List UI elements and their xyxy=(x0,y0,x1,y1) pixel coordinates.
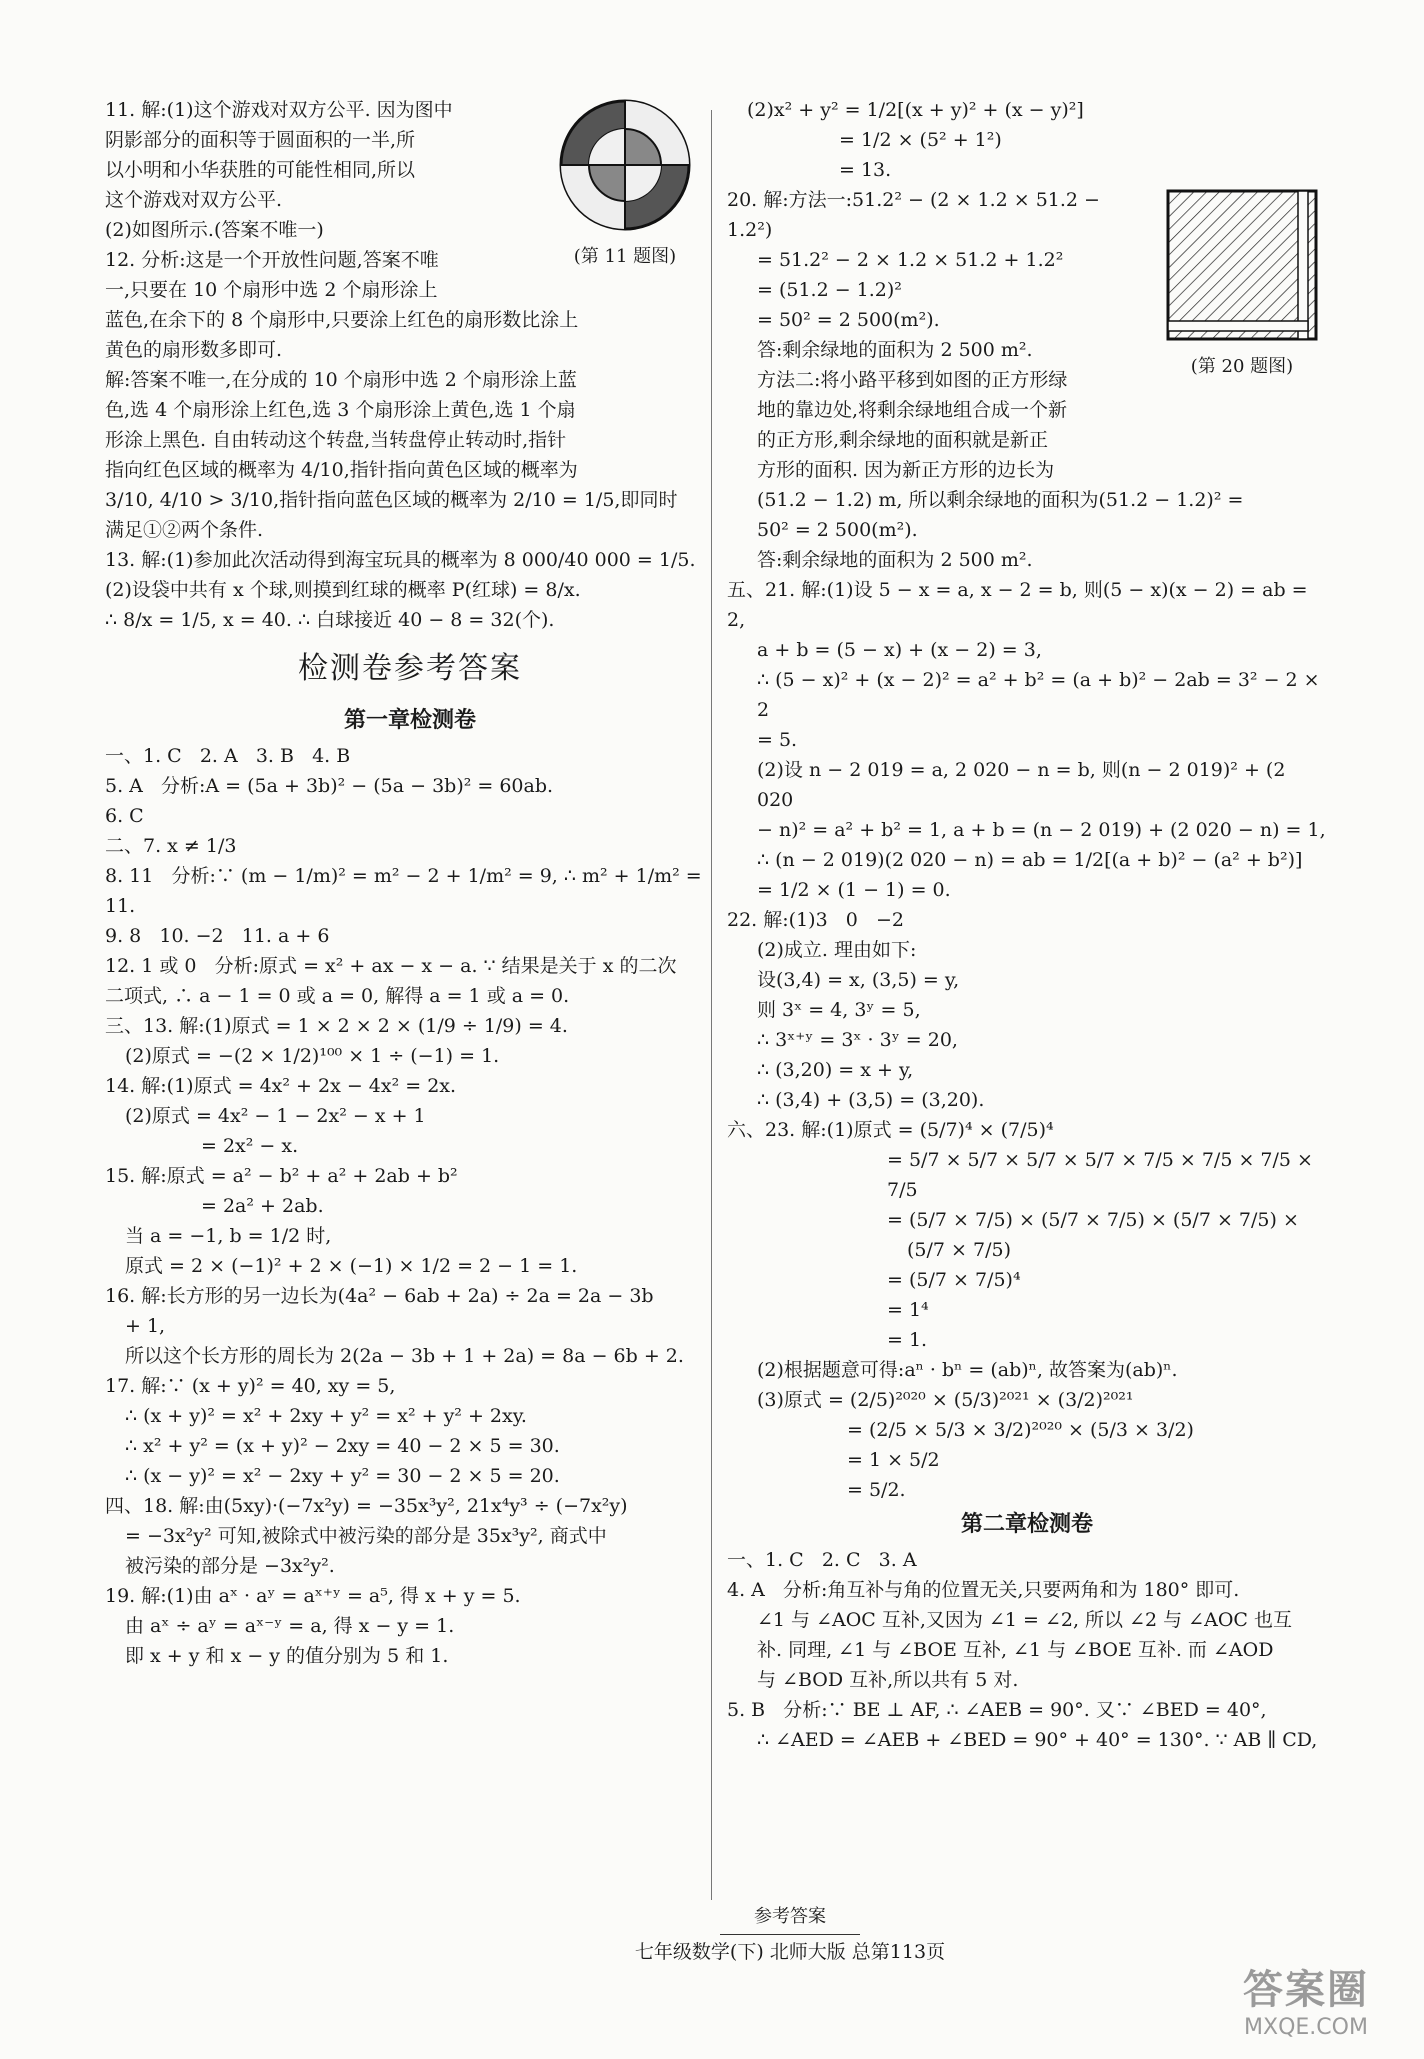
text-line: (2)原式 = −(2 × 1/2)¹⁰⁰ × 1 ÷ (−1) = 1. xyxy=(125,1045,500,1067)
text-line: (3)原式 = (2/5)²⁰²⁰ × (5/3)²⁰²¹ × (3/2)²⁰²¹ xyxy=(757,1389,1134,1411)
text-line: 19. 解:(1)由 aˣ · aʸ = aˣ⁺ʸ = a⁵, 得 x + y = 5. xyxy=(105,1585,521,1607)
text-line: (2)如图所示.(答案不唯一) xyxy=(105,219,324,241)
text-line: = (51.2 − 1.2)² xyxy=(757,279,902,301)
text-line: 色,选 4 个扇形涂上红色,选 3 个扇形涂上黄色,选 1 个扇 xyxy=(105,399,576,421)
text-line: 当 a = −1, b = 1/2 时, xyxy=(125,1225,332,1247)
text-line: 二项式, ∴ a − 1 = 0 或 a = 0, 解得 a = 1 或 a = 0. xyxy=(105,985,570,1007)
text-line: = 1 × 5/2 xyxy=(847,1449,940,1471)
text-line: 被污染的部分是 −3x²y². xyxy=(125,1555,335,1577)
text-line: = 5/2. xyxy=(847,1479,906,1501)
target-circle-figure xyxy=(555,95,695,235)
right-mid-block xyxy=(727,485,1327,1505)
text-line: ∴ ∠AED = ∠AEB + ∠BED = 90° + 40° = 130°. ∵ AB ∥ CD, xyxy=(757,1729,1318,1751)
text-line: 6. C xyxy=(105,805,144,827)
text-line: 这个游戏对双方公平. xyxy=(105,189,283,211)
text-line: (5/7 × 7/5) xyxy=(907,1239,1011,1261)
text-line: ∴ (5 − x)² + (x − 2)² = a² + b² = (a + b)² − 2ab = 3² − 2 × 2 xyxy=(757,669,1326,721)
text-line: ∴ (n − 2 019)(2 020 − n) = ab = 1/2[(a + b)² − (a² + b²)] xyxy=(757,849,1303,871)
text-line: 六、23. 解:(1)原式 = (5/7)⁴ × (7/5)⁴ xyxy=(727,1119,1054,1141)
text-line: = 1. xyxy=(887,1329,928,1351)
text-line: 解:答案不唯一,在分成的 10 个扇形中选 2 个扇形涂上蓝 xyxy=(105,369,577,391)
watermark-url: MXQE.COM xyxy=(1244,2015,1368,2040)
text-line: 15. 解:原式 = a² − b² + a² + 2ab + b² xyxy=(105,1165,458,1187)
text-line: 17. 解:∵ (x + y)² = 40, xy = 5, xyxy=(105,1375,396,1397)
text-line: (51.2 − 1.2) m, 所以剩余绿地的面积为(51.2 − 1.2)² = xyxy=(757,489,1244,511)
text-line: 5. A 分析:A = (5a + 3b)² − (5a − 3b)² = 60ab. xyxy=(105,775,554,797)
text-line: 与 ∠BOD 互补,所以共有 5 对. xyxy=(757,1669,1019,1691)
chapter1-title: 第一章检测卷 xyxy=(343,708,476,733)
text-line: 12. 1 或 0 分析:原式 = x² + ax − x − a. ∵ 结果是关于 x 的二次 xyxy=(105,955,677,977)
text-line: 一、1. C 2. C 3. A xyxy=(727,1549,917,1571)
text-line: ∴ (x + y)² = x² + 2xy + y² = x² + y² + 2xy. xyxy=(125,1405,527,1427)
text-line: 的正方形,剩余绿地的面积就是新正 xyxy=(757,429,1049,451)
figure-11-caption: (第 11 题图) xyxy=(573,246,677,267)
watermark-logo: 答案圈 xyxy=(1243,1967,1369,2013)
chapter2-answers xyxy=(727,1545,1327,1755)
chapter1-answers xyxy=(105,741,715,1671)
page-footer xyxy=(570,1902,1010,1967)
watermark xyxy=(1206,1967,1406,2043)
text-line: 形涂上黑色. 自由转动这个转盘,当转盘停止转动时,指针 xyxy=(105,429,567,451)
text-line: 20. 解:方法一:51.2² − (2 × 1.2 × 51.2 − 1.2²) xyxy=(727,189,1107,241)
text-line: = 51.2² − 2 × 1.2 × 51.2 + 1.2² xyxy=(757,249,1064,271)
text-line: ∴ (x − y)² = x² − 2xy + y² = 30 − 2 × 5 = 20. xyxy=(125,1465,560,1487)
text-line: 原式 = 2 × (−1)² + 2 × (−1) × 1/2 = 2 − 1 = 1. xyxy=(125,1255,578,1277)
figure-20-caption: (第 20 题图) xyxy=(1190,356,1294,377)
footer-bottom: 七年级数学(下) 北师大版 总第113页 xyxy=(634,1941,946,1963)
text-line: ∴ (3,20) = x + y, xyxy=(757,1059,914,1081)
text-line: 由 aˣ ÷ aʸ = aˣ⁻ʸ = a, 得 x − y = 1. xyxy=(125,1615,455,1637)
text-line: = 5. xyxy=(757,729,798,751)
figure-20 xyxy=(1157,185,1327,380)
text-line: = 50² = 2 500(m²). xyxy=(757,309,940,331)
text-line: = 2a² + 2ab. xyxy=(201,1195,324,1217)
text-line: (2)设 n − 2 019 = a, 2 020 − n = b, 则(n − 2 019)² + (2 020 xyxy=(757,759,1292,811)
text-line: 50² = 2 500(m²). xyxy=(757,519,918,541)
text-line: = (2/5 × 5/3 × 3/2)²⁰²⁰ × (5/3 × 3/2) xyxy=(847,1419,1194,1441)
text-line: 4. A 分析:角互补与角的位置无关,只要两角和为 180° 即可. xyxy=(727,1579,1240,1601)
text-line: 8. 11 分析:∵ (m − 1/m)² = m² − 2 + 1/m² = 9, ∴ m² + 1/m² = 11. xyxy=(105,865,708,917)
text-line: = (5/7 × 7/5)⁴ xyxy=(887,1269,1021,1291)
text-line: 答:剩余绿地的面积为 2 500 m². xyxy=(757,339,1033,361)
text-line: 12. 分析:这是一个开放性问题,答案不唯 xyxy=(105,249,439,271)
text-line: = 2x² − x. xyxy=(201,1135,299,1157)
text-line: + 1, xyxy=(125,1315,166,1337)
chapter2-title: 第二章检测卷 xyxy=(960,1512,1093,1537)
text-line: 则 3ˣ = 4, 3ʸ = 5, xyxy=(757,999,921,1021)
text-line: 一、1. C 2. A 3. B 4. B xyxy=(105,745,351,767)
text-line: 一,只要在 10 个扇形中选 2 个扇形涂上 xyxy=(105,279,438,301)
text-line: − n)² = a² + b² = 1, a + b = (n − 2 019) + (2 020 − n) = 1, xyxy=(757,819,1326,841)
text-line: a + b = (5 − x) + (x − 2) = 3, xyxy=(757,639,1042,661)
text-line: 满足①②两个条件. xyxy=(105,519,264,541)
text-line: = (5/7 × 7/5) × (5/7 × 7/5) × (5/7 × 7/5) × xyxy=(887,1209,1299,1231)
text-line: = 13. xyxy=(839,159,892,181)
text-line: 16. 解:长方形的另一边长为(4a² − 6ab + 2a) ÷ 2a = 2a − 3b xyxy=(105,1285,654,1307)
text-line: 阴影部分的面积等于圆面积的一半,所 xyxy=(105,129,416,151)
text-line: (2)x² + y² = 1/2[(x + y)² + (x − y)²] xyxy=(747,99,1084,121)
text-line: (2)原式 = 4x² − 1 − 2x² − x + 1 xyxy=(125,1105,426,1127)
footer-top: 参考答案 xyxy=(720,1902,860,1935)
section-title: 检测卷参考答案 xyxy=(298,651,522,686)
right-column xyxy=(727,95,1327,1755)
text-line: 5. B 分析:∵ BE ⊥ AF, ∴ ∠AEB = 90°. 又∵ ∠BED = 40°, xyxy=(727,1699,1267,1721)
text-line: = 5/7 × 5/7 × 5/7 × 5/7 × 7/5 × 7/5 × 7/5 × 7/5 xyxy=(887,1149,1320,1201)
text-line: 答:剩余绿地的面积为 2 500 m². xyxy=(757,549,1033,571)
text-line: 以小明和小华获胜的可能性相同,所以 xyxy=(105,159,416,181)
text-line: 14. 解:(1)原式 = 4x² + 2x − 4x² = 2x. xyxy=(105,1075,457,1097)
text-line: ∠1 与 ∠AOC 互补,又因为 ∠1 = ∠2, 所以 ∠2 与 ∠AOC 也互 xyxy=(757,1609,1292,1631)
text-line: 蓝色,在余下的 8 个扇形中,只要涂上红色的扇形数比涂上 xyxy=(105,309,579,331)
text-line: 所以这个长方形的周长为 2(2a − 3b + 1 + 2a) = 8a − 6b + 2. xyxy=(125,1345,684,1367)
text-line: 方法二:将小路平移到如图的正方形绿 xyxy=(757,369,1068,391)
column-divider xyxy=(711,110,712,1900)
text-line: ∴ 8/x = 1/5, x = 40. ∴ 白球接近 40 − 8 = 32(个). xyxy=(105,609,555,631)
text-line: ∴ (3,4) + (3,5) = (3,20). xyxy=(757,1089,985,1111)
text-line: 指向红色区域的概率为 4/10,指针指向黄色区域的概率为 xyxy=(105,459,578,481)
text-line: 四、18. 解:由(5xy)·(−7x²y) = −35x³y², 21x⁴y³ ÷ (−7x²y) xyxy=(105,1495,628,1517)
text-line: 二、7. x ≠ 1/3 xyxy=(105,835,237,857)
left-mid-block xyxy=(105,305,715,635)
text-line: 三、13. 解:(1)原式 = 1 × 2 × 2 × (1/9 ÷ 1/9) = 4. xyxy=(105,1015,568,1037)
text-line: = −3x²y² 可知,被除式中被污染的部分是 35x³y², 商式中 xyxy=(125,1525,607,1547)
text-line: 设(3,4) = x, (3,5) = y, xyxy=(757,969,960,991)
text-line: = 1/2 × (1 − 1) = 0. xyxy=(757,879,951,901)
text-line: (2)成立. 理由如下: xyxy=(757,939,917,961)
text-line: ∴ 3ˣ⁺ʸ = 3ˣ · 3ʸ = 20, xyxy=(757,1029,958,1051)
text-line: = 1⁴ xyxy=(887,1299,929,1321)
left-column xyxy=(105,95,715,1671)
text-line: 即 x + y 和 x − y 的值分别为 5 和 1. xyxy=(125,1645,449,1667)
text-line: 9. 8 10. −2 11. a + 6 xyxy=(105,925,330,947)
text-line: (2)根据题意可得:aⁿ · bⁿ = (ab)ⁿ, 故答案为(ab)ⁿ. xyxy=(757,1359,1178,1381)
hatched-square-figure xyxy=(1162,185,1322,345)
text-line: = 1/2 × (5² + 1²) xyxy=(839,129,1002,151)
text-line: 黄色的扇形数多即可. xyxy=(105,339,283,361)
text-line: (2)设袋中共有 x 个球,则摸到红球的概率 P(红球) = 8/x. xyxy=(105,579,581,601)
text-line: 补. 同理, ∠1 与 ∠BOE 互补, ∠1 与 ∠BOE 互补. 而 ∠AOD xyxy=(757,1639,1274,1661)
figure-11 xyxy=(545,95,705,270)
text-line: 22. 解:(1)3 0 −2 xyxy=(727,909,904,931)
text-line: 13. 解:(1)参加此次活动得到海宝玩具的概率为 8 000/40 000 = 1/5. xyxy=(105,549,696,571)
q11-label: 11. 解:(1)这个游戏对双方公平. 因为图中 xyxy=(105,99,453,121)
text-line: ∴ x² + y² = (x + y)² − 2xy = 40 − 2 × 5 = 30. xyxy=(125,1435,560,1457)
text-line: 3/10, 4/10 > 3/10,指针指向蓝色区域的概率为 2/10 = 1/5,即同时 xyxy=(105,489,678,511)
text-line: 方形的面积. 因为新正方形的边长为 xyxy=(757,459,1055,481)
text-line: 地的靠边处,将剩余绿地组合成一个新 xyxy=(757,399,1068,421)
text-line: 五、21. 解:(1)设 5 − x = a, x − 2 = b, 则(5 − x)(x − 2) = ab = 2, xyxy=(727,579,1314,631)
